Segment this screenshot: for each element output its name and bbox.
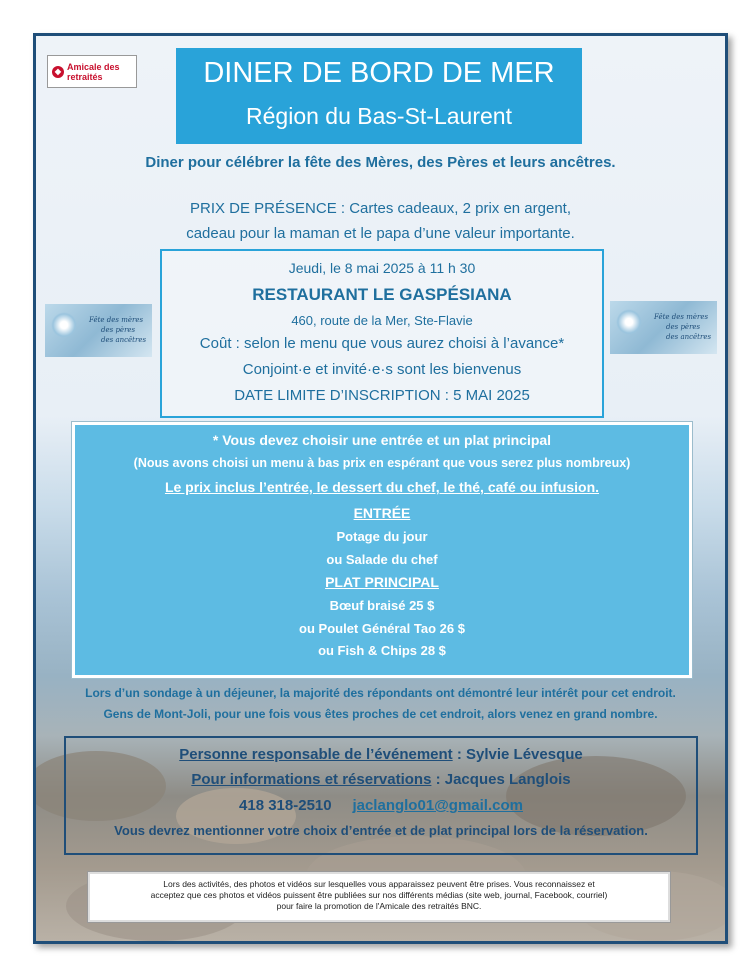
phone-number: 418 318-2510 (239, 797, 332, 814)
page-title: DINER DE BORD DE MER (203, 57, 555, 89)
event-purpose: Diner pour célébrer la fête des Mères, des Pères et leurs ancêtres. (145, 154, 616, 171)
restaurant-name: RESTAURANT LE GASPÉSIANA (252, 285, 512, 304)
responsible-label: Personne responsable de l’événement (179, 746, 453, 763)
flower-icon (616, 309, 642, 335)
info-person (66, 771, 696, 788)
reservation-note: Vous devrez mentionner votre choix d’entrée et de plat principal lors de la réservation. (114, 823, 648, 838)
starter-item: ou Salade du chef (326, 552, 438, 567)
info-name: : Jacques Langlois (431, 771, 571, 788)
responsible-name: : Sylvie Lévesque (452, 746, 583, 763)
prizes-line-1: PRIX DE PRÉSENCE : Cartes cadeaux, 2 prix en argent, (190, 200, 571, 217)
main-heading: PLAT PRINCIPAL (325, 574, 439, 590)
logo-line-1: Amicale des (67, 61, 120, 72)
disclaimer-line-1: Lors des activités, des photos et vidéos sur lesquelles vous apparaissez peuvent être prises. Vous reconnaissez et (163, 879, 595, 889)
tile-line-3: des ancêtres (101, 336, 147, 344)
menu-box (72, 422, 692, 678)
flyer (33, 33, 728, 944)
disclaimer-line-3: pour faire la promotion de l'Amicale des retraités BNC. (276, 901, 482, 911)
tile-line-1: Fête des mères (654, 313, 709, 321)
contact-line (66, 797, 696, 814)
fete-image-left (45, 304, 152, 357)
registration-deadline: DATE LIMITE D’INSCRIPTION : 5 MAI 2025 (234, 387, 530, 404)
tile-line-3: des ancêtres (666, 333, 712, 341)
guests-welcome: Conjoint·e et invité·e·s sont les bienvenus (242, 361, 522, 378)
main-item: Bœuf braisé 25 $ (329, 598, 435, 613)
responsible-person (66, 746, 696, 763)
title-banner (176, 48, 582, 144)
logo-line-2: retraités (67, 71, 103, 82)
fete-image-right (610, 301, 717, 354)
survey-note: Lors d’un sondage à un déjeuner, la majorité des répondants ont démontré leur intérêt pour cet endroit. (85, 686, 676, 700)
menu-note: * Vous devez choisir une entrée et un plat principal (212, 432, 552, 448)
amicale-logo (47, 55, 137, 88)
flower-icon (51, 312, 77, 338)
mont-joli-note: Gens de Mont-Joli, pour une fois vous êtes proches de cet endroit, alors venez en grand nombre. (103, 707, 658, 721)
starter-heading: ENTRÉE (353, 505, 411, 521)
contact-box (64, 736, 698, 855)
email-link[interactable]: jaclanglo01@gmail.com (352, 797, 523, 814)
logo-text (67, 62, 120, 82)
main-item: ou Fish & Chips 28 $ (318, 643, 446, 658)
info-label: Pour informations et réservations (191, 771, 432, 788)
event-cost: Coût : selon le menu que vous aurez choisi à l’avance* (199, 335, 565, 352)
restaurant-address: 460, route de la Mer, Ste-Flavie (291, 313, 473, 328)
price-includes: Le prix inclus l’entrée, le dessert du chef, le thé, café ou infusion. (164, 479, 600, 495)
tile-line-1: Fête des mères (89, 316, 144, 324)
event-date: Jeudi, le 8 mai 2025 à 11 h 30 (288, 260, 476, 276)
photo-disclaimer (88, 872, 670, 922)
menu-explanation: (Nous avons choisi un menu à bas prix en espérant que vous serez plus nombreux) (133, 456, 631, 470)
disclaimer-line-2: acceptez que ces photos et vidéos puissent être publiées sur nos différents médias (site web, journal, Facebook, courriel) (150, 890, 608, 900)
door-prizes (36, 196, 725, 246)
logo-mark-icon: ◆ (52, 66, 64, 78)
region-subtitle: Région du Bas-St-Laurent (246, 103, 512, 129)
event-details-box (160, 249, 604, 418)
starter-item: Potage du jour (336, 529, 428, 544)
main-item: ou Poulet Général Tao 26 $ (299, 621, 465, 636)
tile-line-2: des pères (666, 323, 701, 331)
tile-line-2: des pères (101, 326, 136, 334)
prizes-line-2: cadeau pour la maman et le papa d’une valeur importante. (186, 225, 575, 242)
